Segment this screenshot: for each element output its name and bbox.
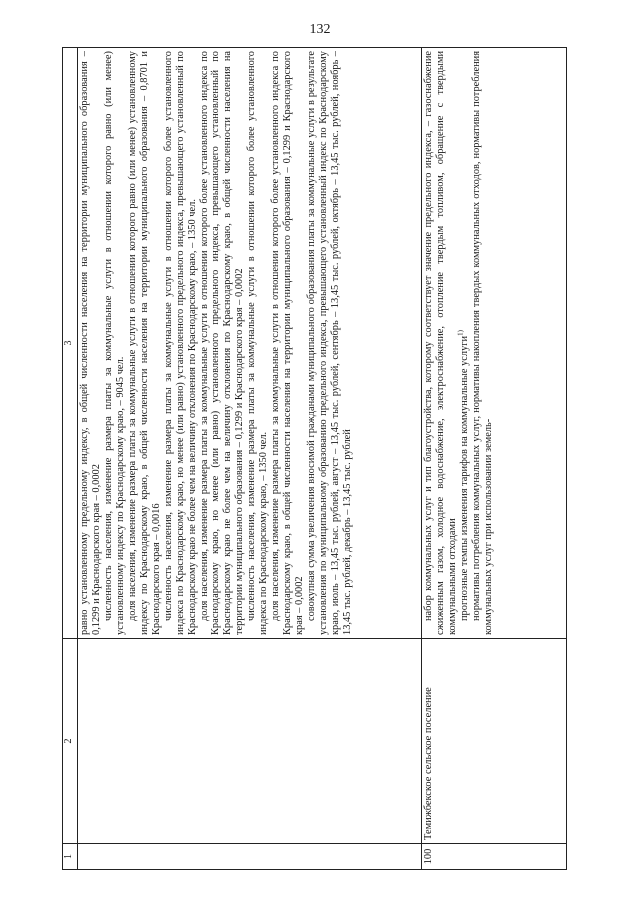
cont-paragraph: доля населения, изменение размера платы за коммунальные услуги в отношении которого более установленного индекса по Краснодарскому краю, но менее (или равно) установленного предельного индекса, превышающего установленный по Краснодарскому краю не более чем на величину отклонения по Краснодарскому краю, в общей численности населения на территории муниципального образования – 0,1299 и Краснодарского края – 0,0002 <box>198 51 246 635</box>
cont-paragraph: численность населения, изменение размера платы за коммунальные услуги в отношении которого более установленного индекса по Краснодарскому краю, – 1350 чел. <box>246 51 270 635</box>
forecast-text: прогнозные темпы изменения тарифов на коммунальные услуги <box>458 335 470 621</box>
cont-paragraph: численность населения, изменение размера платы за коммунальные услуги в отношении которого равно (или менее) установленному индексу по Краснодарскому краю, – 9045 чел. <box>102 51 126 635</box>
cont-name-cell <box>78 639 422 844</box>
cont-paragraph: равно установленному предельному индексу, в общей численности населения на территории муниципального образования – 0,1299 и Краснодарского края – 0,0002 <box>79 51 102 635</box>
page-number: 132 <box>309 22 331 37</box>
header-col-1: 1 <box>63 844 78 870</box>
cont-paragraph: доля населения, изменение размера платы за коммунальные услуги в отношении которого равно (или менее) установленному индексу по Краснодарскому краю, в общей численности населения на территории муниципального образования – 0,8701 и Краснодарского края – 0,0016 <box>126 51 162 635</box>
header-col-3: 3 <box>63 48 78 639</box>
table-row-continuation <box>78 48 422 870</box>
header-col-2: 2 <box>63 639 78 844</box>
cont-paragraph: численность населения, изменение размера платы за коммунальные услуги в отношении которого более установленного индекса по Краснодарскому краю, но менее (или равно) установленного предельного индекса, превышающего установленный по Краснодарскому краю не более чем на величину отклонения по Краснодарскому краю, – 1350 чел. <box>162 51 198 635</box>
forecast-paragraph <box>456 51 471 635</box>
cont-paragraph: доля населения, изменение размера платы за коммунальные услуги в отношении которого более установленного индекса по Краснодарскому краю, в общей численности населения на территории муниципального образования – 0,1299 и Краснодарского края – 0,0002 <box>270 51 306 635</box>
table-row-100 <box>422 48 567 870</box>
cont-text-cell <box>78 48 422 639</box>
document-table <box>62 47 567 870</box>
cont-paragraph: совокупная сумма увеличения вносимой гражданами муниципального образования платы за коммунальные услуги в результате установления по муниципальному образованию предельного индекса, превышающего установленный индекс по Краснодарскому краю, июль – 13,45 тыс. рублей, август – 13,45 тыс. рублей, сентябрь – 13,45 тыс. рублей, октябрь – 13,45 тыс. рублей, ноябрь – 13,45 тыс. рублей, декабрь – 13,45 тыс. рублей <box>306 51 353 635</box>
settlement-name: Темижбекское сельское поселение <box>422 639 567 844</box>
row-100-text-cell <box>422 48 567 639</box>
cont-number-cell <box>78 844 422 870</box>
table-header-row <box>63 48 78 870</box>
rotated-sheet <box>62 48 567 870</box>
row-number: 100 <box>422 844 567 870</box>
norms-paragraph: нормативы потребления коммунальных услуг, нормативы накопления твердых коммунальных отходов, нормативы потребления коммунальных услуг при использовании земель- <box>470 51 494 635</box>
footnote-mark: 1) <box>456 330 465 336</box>
utility-set-paragraph: набор коммунальных услуг и тип благоустройства, которому соответствует значение предельного индекса, – газоснабжение сжиженным газом, холодное водоснабжение, электроснабжение, отопление твердым топливом, обращение с твердыми коммунальными отходами <box>423 51 458 635</box>
